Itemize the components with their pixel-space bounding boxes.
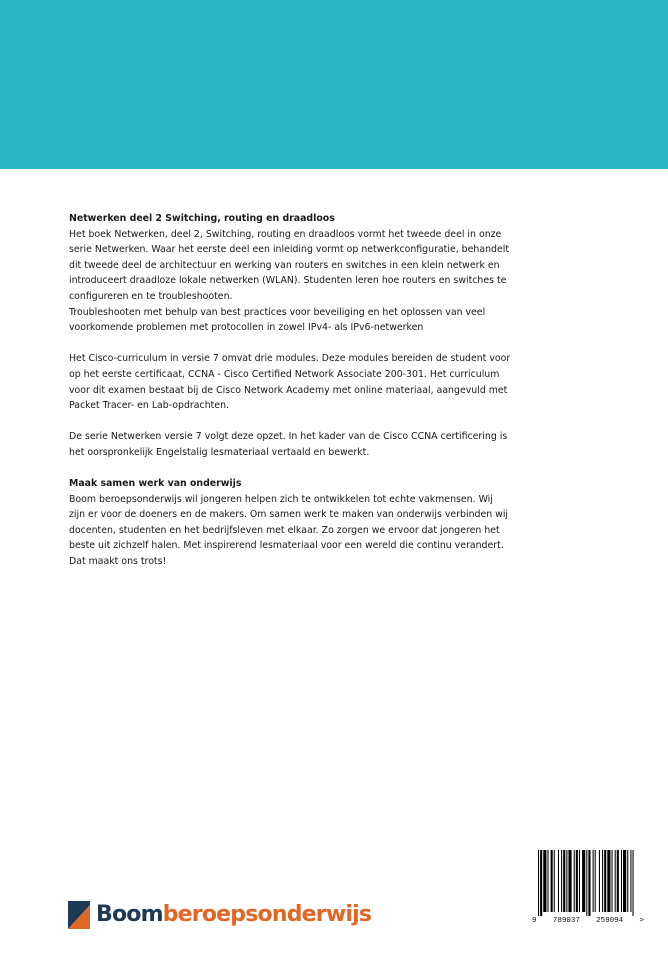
- barcode-bar: [615, 850, 616, 912]
- publisher-logo: [68, 900, 371, 930]
- logo-wordmark: [96, 901, 371, 929]
- blurb-line: dit tweede deel de architectuur en werking van routers en switches in een klein netwerk en: [69, 259, 500, 271]
- barcode-bar: [540, 850, 542, 916]
- publisher-line: docenten, studenten en het bedrijfsleven met elkaar. Zo zorgen we ervoor dat jongeren het: [69, 524, 500, 536]
- barcode-digits: [532, 916, 644, 926]
- curriculum-line: voor dit examen bestaat bij de Cisco Network Academy met online materiaal, aangevuld met: [69, 384, 508, 396]
- blurb-line: Het boek Netwerken, deel 2, Switching, routing en draadloos vormt het tweede deel in onze: [69, 228, 502, 240]
- barcode-bar: [543, 850, 546, 912]
- barcode-bar: [558, 850, 559, 912]
- barcode-digit-group: 259094: [596, 917, 624, 925]
- publisher-line: Dat maakt ons trots!: [69, 556, 167, 568]
- barcode-digit-group: 9: [532, 917, 537, 925]
- barcode-bar: [579, 850, 580, 912]
- back-cover-text: [69, 211, 544, 570]
- barcode-bar: [551, 850, 553, 912]
- barcode-bar: [582, 850, 585, 912]
- barcode-bar: [627, 850, 628, 912]
- barcode-bar: [547, 850, 548, 912]
- logo-word-beroepsonderwijs: beroepsonderwijs: [162, 902, 372, 927]
- publisher-heading: Maak samen werk van onderwijs: [69, 478, 242, 490]
- boom-logo-icon: [68, 901, 90, 929]
- barcode-bar: [604, 850, 606, 912]
- barcode-digit-group: 789037: [552, 917, 580, 925]
- publisher-line: Boom beroepsonderwijs wil jongeren helpen zich te ontwikkelen tot echte vakmensen. Wij: [69, 493, 493, 505]
- barcode-bar: [561, 850, 562, 912]
- barcode-bar: [602, 850, 603, 912]
- barcode-bar: [563, 850, 565, 912]
- blurb-line: serie Netwerken. Waar het eerste deel een inleiding vormt op netwerkconfiguratie, behandelt: [69, 244, 510, 256]
- barcode-bar: [593, 850, 594, 912]
- cover-color-band: [0, 0, 668, 169]
- barcode-bar: [566, 850, 567, 912]
- curriculum-line: op het eerste certificaat, CCNA - Cisco Certified Network Associate 200-301. Het curriculum: [69, 368, 500, 380]
- barcode-bars: [532, 850, 644, 918]
- blurb-line: voorkomende problemen met protocollen in zowel IPv4- als IPv6-netwerken: [69, 322, 424, 334]
- blurb-line: configureren en te troubleshooten.: [69, 290, 233, 302]
- barcode-bar: [617, 850, 619, 912]
- blurb-heading: Netwerken deel 2 Switching, routing en draadloos: [69, 213, 335, 224]
- blurb-line: Troubleshooten met behulp van best practices voor beveiliging en het oplossen van veel: [69, 306, 486, 318]
- barcode-bar: [538, 850, 539, 916]
- barcode-bar: [607, 850, 610, 912]
- barcode-bar: [612, 850, 613, 912]
- isbn-barcode: [532, 850, 644, 930]
- curriculum-line: Packet Tracer- en Lab-opdrachten.: [69, 400, 229, 412]
- blurb-line: introduceert draadloze lokale netwerken (WLAN). Studenten leren hoe routers en switches te: [69, 275, 507, 287]
- logo-word-boom: Boom: [96, 902, 163, 927]
- barcode-bar: [599, 850, 600, 912]
- curriculum-line: Het Cisco-curriculum in versie 7 omvat drie modules. Deze modules bereiden de student voor: [69, 353, 511, 365]
- barcode-bar: [623, 850, 626, 912]
- barcode-bar: [588, 850, 590, 916]
- barcode-bar: [621, 850, 622, 912]
- barcode-bar: [586, 850, 587, 916]
- publisher-line: beste uit zichzelf halen. Met inspirerend lesmateriaal voor een wereld die continu verandert.: [69, 540, 504, 552]
- barcode-bar: [576, 850, 578, 912]
- series-line: De serie Netwerken versie 7 volgt deze opzet. In het kader van de Cisco CCNA certificering is: [69, 431, 508, 443]
- barcode-bar: [568, 850, 571, 912]
- barcode-bar: [630, 850, 631, 912]
- series-line: het oorspronkelijk Engelstalig lesmateriaal vertaald en bewerkt.: [69, 446, 370, 458]
- publisher-line: zijn er voor de doeners en de makers. Om samen werk te maken van onderwijs verbinden wij: [69, 509, 509, 521]
- barcode-bar: [633, 850, 634, 916]
- barcode-digit-group: >: [639, 917, 644, 925]
- barcode-bar: [574, 850, 575, 912]
- barcode-bar: [595, 850, 596, 912]
- barcode-bar: [554, 850, 555, 912]
